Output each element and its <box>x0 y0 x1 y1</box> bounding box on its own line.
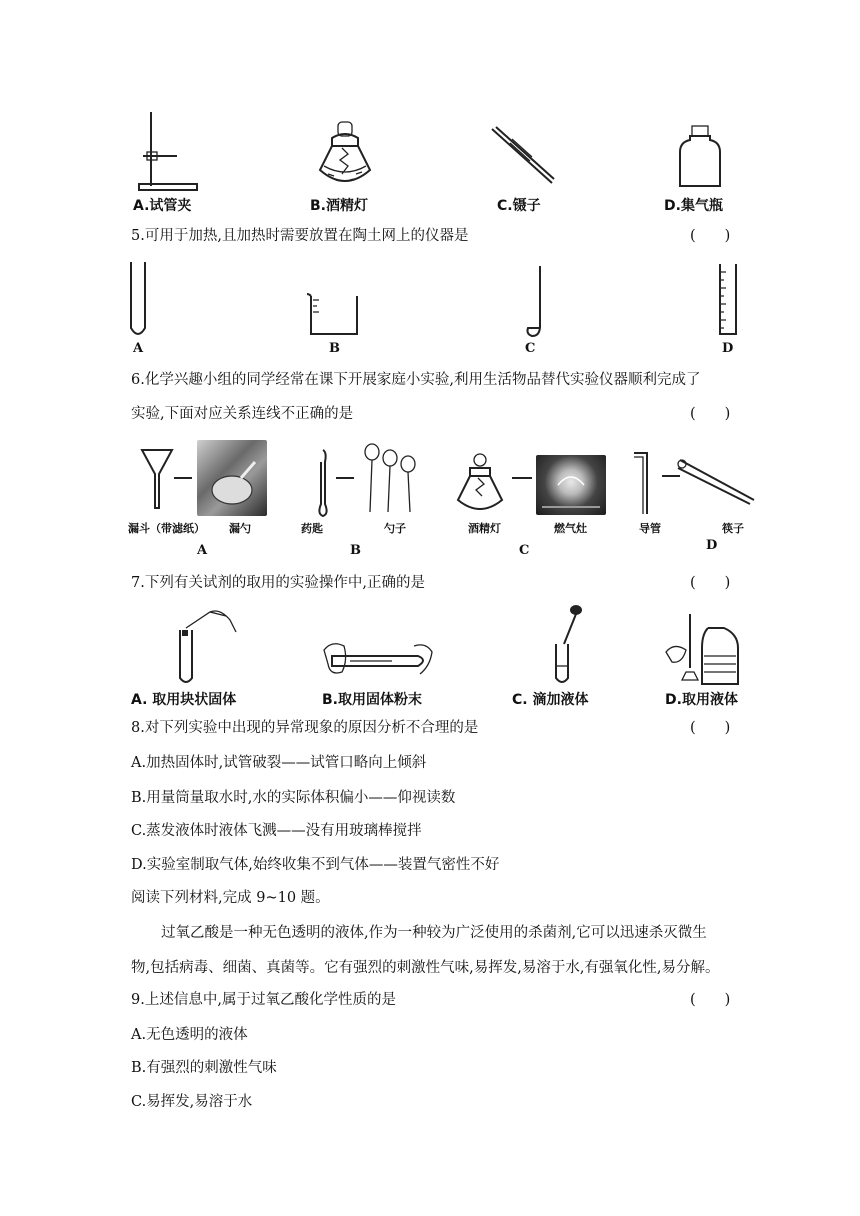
iron-stand-icon <box>135 110 205 195</box>
q7-answer-paren[interactable]: ( ) <box>690 575 731 591</box>
q6-pair-a-letter: A <box>197 543 208 558</box>
q9-option-c: C.易挥发,易溶于水 <box>131 1094 253 1110</box>
graduated-cylinder-icon <box>716 262 740 340</box>
q7-option-b-label: B.取用固体粉末 <box>322 692 422 708</box>
funnel-icon <box>140 446 176 514</box>
q5-question-text: 5.可用于加热,且加热时需要放置在陶土网上的仪器是 <box>131 228 469 244</box>
medicine-spoon-icon <box>315 448 333 518</box>
q6-pair-c-right: 燃气灶 <box>554 522 587 535</box>
q8-option-a: A.加热固体时,试管破裂——试管口略向上倾斜 <box>131 755 427 771</box>
chopsticks-icon <box>676 452 758 506</box>
q6-answer-paren[interactable]: ( ) <box>690 406 731 422</box>
q7-question-text: 7.下列有关试剂的取用的实验操作中,正确的是 <box>131 575 425 591</box>
dash-a <box>174 476 194 480</box>
q7-option-d-label: D.取用液体 <box>665 692 738 708</box>
q6-pair-a-left: 漏斗（带滤纸） <box>128 522 205 535</box>
tube-icon <box>632 450 658 518</box>
q8-question-text: 8.对下列实验中出现的异常现象的原因分析不合理的是 <box>131 720 479 736</box>
q7-option-c-label: C. 滴加液体 <box>512 692 589 708</box>
block-solid-icon <box>170 610 240 686</box>
q6-pair-a-right: 漏勺 <box>229 522 251 535</box>
q9-option-b: B.有强烈的刺激性气味 <box>131 1060 277 1076</box>
tweezers-icon <box>488 125 558 187</box>
q9-question-text: 9.上述信息中,属于过氧乙酸化学性质的是 <box>131 992 396 1008</box>
powder-solid-icon <box>322 636 436 686</box>
q5-option-c-label: C <box>525 341 536 356</box>
q9-answer-paren[interactable]: ( ) <box>690 992 731 1008</box>
gas-bottle-icon <box>678 124 722 190</box>
pour-liquid-icon <box>664 612 744 690</box>
q4-option-c-label: C.镊子 <box>497 198 541 214</box>
q6-question-line-1: 6.化学兴趣小组的同学经常在课下开展家庭小实验,利用生活物品替代实验仪器顺利完成了 <box>131 372 701 388</box>
alcohol-lamp-small-icon <box>454 452 508 516</box>
strainer-photo <box>197 440 267 516</box>
q6-pair-d-left: 导管 <box>639 522 661 535</box>
q6-pair-b-letter: B <box>350 543 361 558</box>
q8-option-b: B.用量筒量取水时,水的实际体积偏小——仰视读数 <box>131 790 456 806</box>
spoons-icon <box>358 442 428 516</box>
reading-paragraph-line-1: 过氧乙酸是一种无色透明的液体,作为一种较为广泛使用的杀菌剂,它可以迅速杀灭微生 <box>161 925 707 941</box>
alcohol-lamp-icon <box>318 118 378 193</box>
q9-option-a: A.无色透明的液体 <box>131 1027 248 1043</box>
q4-option-d-label: D.集气瓶 <box>664 198 723 214</box>
q5-answer-paren[interactable]: ( ) <box>690 228 731 244</box>
q6-pair-c-left: 酒精灯 <box>468 522 501 535</box>
q7-option-a-label: A. 取用块状固体 <box>131 692 237 708</box>
q4-option-b-label: B.酒精灯 <box>310 198 368 214</box>
test-tube-icon <box>128 260 148 340</box>
q6-question-line-2: 实验,下面对应关系连线不正确的是 <box>131 406 354 422</box>
q6-pair-c-letter: C <box>519 543 530 558</box>
q5-option-a-label: A <box>133 341 144 356</box>
q8-option-c: C.蒸发液体时液体飞溅——没有用玻璃棒搅拌 <box>131 823 422 839</box>
reading-paragraph-line-2: 物,包括病毒、细菌、真菌等。它有强烈的刺激性气味,易挥发,易溶于水,有强氧化性,易分解。 <box>131 960 720 976</box>
q8-option-d: D.实验室制取气体,始终收集不到气体——装置气密性不好 <box>131 857 500 873</box>
q6-pair-b-left: 药匙 <box>301 522 323 535</box>
beaker-icon <box>305 292 361 338</box>
q4-option-a-label: A.试管夹 <box>133 198 192 214</box>
q5-option-d-label: D <box>722 341 734 356</box>
strainer-icon <box>207 460 257 510</box>
q6-pair-d-right: 筷子 <box>722 522 744 535</box>
gas-stove-icon <box>536 455 606 515</box>
q6-pair-b-right: 勺子 <box>384 522 406 535</box>
reading-intro: 阅读下列材料,完成 9~10 题。 <box>131 890 330 906</box>
dash-c <box>512 476 534 480</box>
dash-b <box>336 476 356 480</box>
spoon-icon <box>522 264 548 340</box>
q8-answer-paren[interactable]: ( ) <box>690 720 731 736</box>
dropper-icon <box>542 604 592 686</box>
q6-pair-d-letter: D <box>706 538 718 553</box>
gas-stove-photo <box>536 455 606 515</box>
q5-option-b-label: B <box>329 341 340 356</box>
